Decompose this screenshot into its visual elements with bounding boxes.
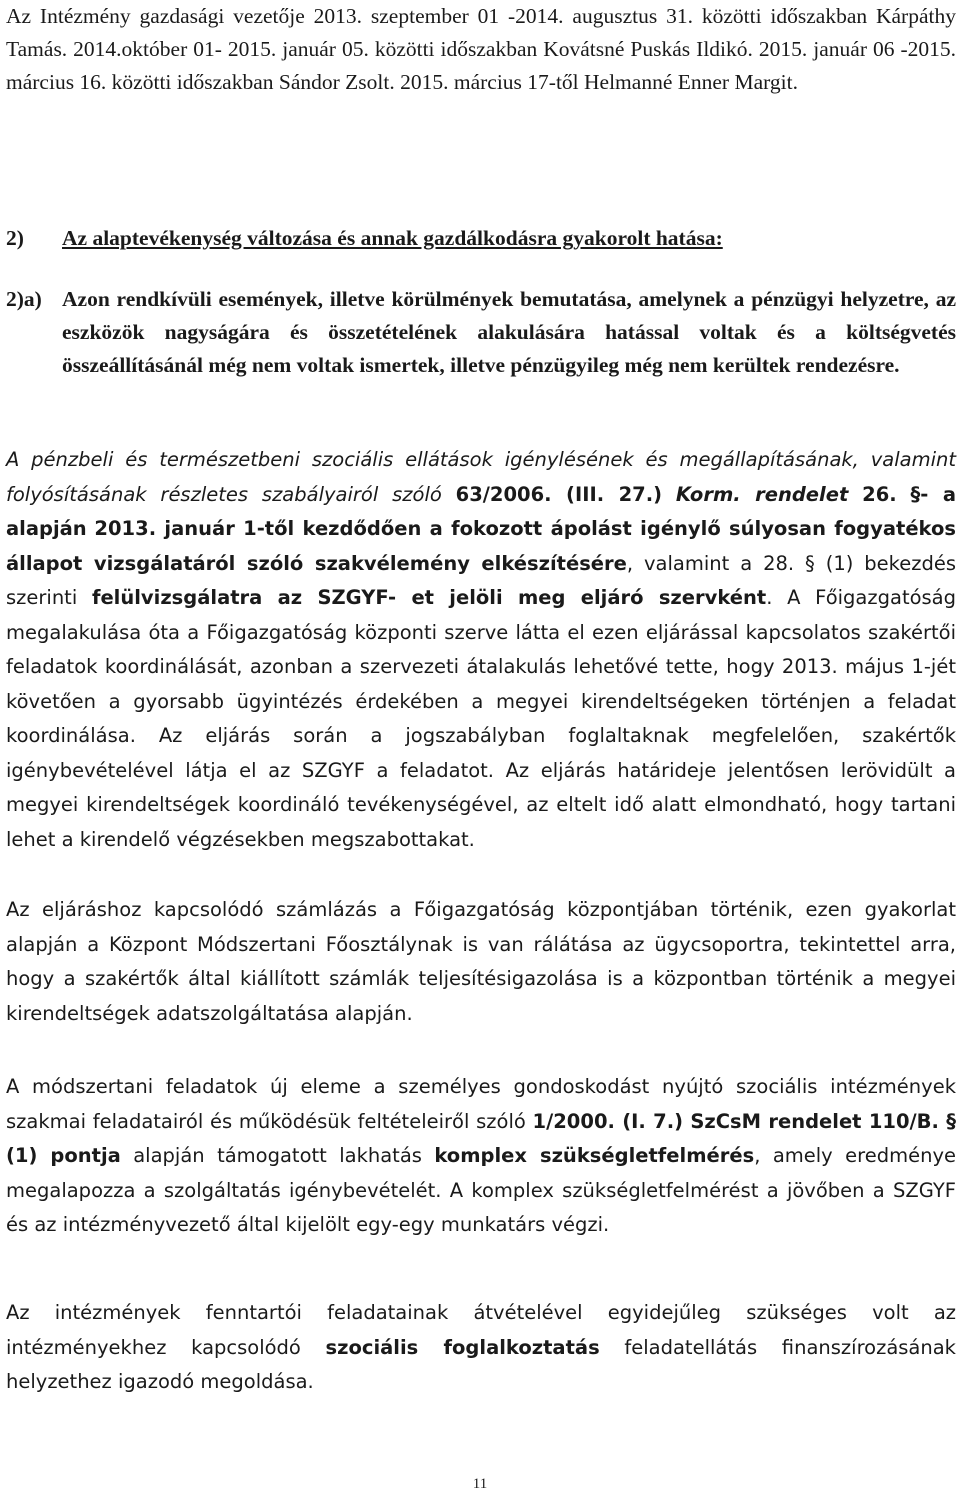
para1-plain-2: § (1) bekezdés szerinti (6, 551, 956, 609)
para4-plain-1: Az intézmények fenntartói feladatainak átvételével egyidejűleg szükséges volt az intézményekhez kapcsolódó (6, 1301, 956, 1359)
section-2a-label: 2)a) (6, 287, 42, 311)
para4-bold-term: szociális foglalkoztatás (325, 1335, 600, 1359)
page-number: 11 (472, 1476, 488, 1492)
para1-bold-26: 26. (862, 482, 897, 506)
paragraph-szamlazas: Az eljáráshoz kapcsolódó számlázás a Főigazgatóság központjában történik, ezen gyakorlat alapján a Központ Módszertani Főosztálynak is van rálátása az ügycsoportra, tekintettel arra, hogy a szakértők által kiállított számlák teljesítésigazolása is a központban történik a megyei kirendeltségek adatszolgáltatása alapján. (6, 898, 956, 1025)
paragraph-szakvelemeny (6, 443, 956, 857)
para1-bold-main: 2013. január 1-től kezdődően a fokozott ápolást igénylő súlyosan fogyatékos állapot vizsgálatáról szóló szakvélemény elkészítésére (6, 517, 956, 575)
para1-korm: Korm. rendelet (675, 482, 849, 506)
section-2-number: 2) (6, 226, 24, 250)
para3-plain-2: alapján támogatott lakhatás (133, 1144, 422, 1167)
section-2a-text: Azon rendkívüli események, illetve körülmények bemutatása, amelynek a pénzügyi helyzetre, az eszközök nagyságára és összetételének alakulására hatással voltak és a költségvetés összeállításánál még nem voltak ismertek, illetve pénzügyileg még nem kerültek rendezésre. (62, 287, 956, 377)
para3-plain-1: A módszertani feladatok új eleme a személyes gondoskodást nyújtó szociális intézmények szakmai feladatairól és működésük feltételeiről szóló (6, 1075, 956, 1133)
para4-plain-2: feladatellátás finanszírozásának helyzethez igazodó megoldása. (6, 1335, 956, 1393)
para1-plain-1: , valamint a 28. (626, 551, 795, 575)
para3-bold-term: komplex szükségletfelmérés (434, 1144, 755, 1167)
para1-bold-ref: 63/2006. (III. 27.) (455, 482, 663, 506)
paragraph-foglalkoztatas (6, 1296, 956, 1400)
para1-plain-rest: . A Főigazgatóság megalakulása óta a Főigazgatóság központi szerve látta el ezen eljárással kapcsolatos szakértői feladatok koordinálását, azonban a szervezeti átalakulás lehetővé tette, hogy 2013. május 1-jét követően a gyorsabb ügyintézés érdekében a megyei kirendeltségeken történjen a feladat koordinálása. Az eljárás során a jogszabályban foglaltaknak megfelelően, szakértők igénybevételével látja el az SZGYF a feladatot. Az eljárás határideje jelentősen lerövidült a megyei kirendeltségek koordináló tevékenységével, az eltelt idő alatt elmondható, hogy tartani lehet a kirendelő végzésekben megszabottakat. (6, 586, 957, 851)
para1-bold-review: felülvizsgálatra az SZGYF- et jelöli meg eljáró szervként (91, 586, 767, 609)
para1-italic-lead: A pénzbeli és természetbeni szociális ellátások igénylésének és megállapításának, valamint folyósításának részletes szabályairól szóló (6, 448, 956, 506)
para3-bold-ref: 1/2000. (I. 7.) SzCsM rendelet 110/B. § (1) pontja (6, 1109, 956, 1167)
intro-paragraph: Az Intézmény gazdasági vezetője 2013. szeptember 01 -2014. augusztus 31. közötti időszakban Kárpáthy Tamás. 2014.október 01- 2015. január 05. közötti időszakban Kovátsné Puskás Ildikó. 2015. január 06 -2015. március 16. közötti időszakban Sándor Zsolt. 2015. március 17-től Helmanné Enner Margit. (6, 4, 956, 94)
section-2a (6, 283, 956, 382)
section-2-heading (6, 222, 956, 255)
section-2-title: Az alaptevékenység változása és annak gazdálkodásra gyakorolt hatása: (62, 226, 723, 250)
para3-plain-3: , amely eredménye megalapozza a szolgáltatás igénybevételét. A komplex szükségletfelmérést a jövőben a SZGYF és az intézményvezető által kijelölt egy-egy munkatárs végzi. (6, 1144, 956, 1236)
para1-bold-section: §- a alapján (6, 482, 956, 540)
paragraph-modszertani (6, 1070, 956, 1243)
